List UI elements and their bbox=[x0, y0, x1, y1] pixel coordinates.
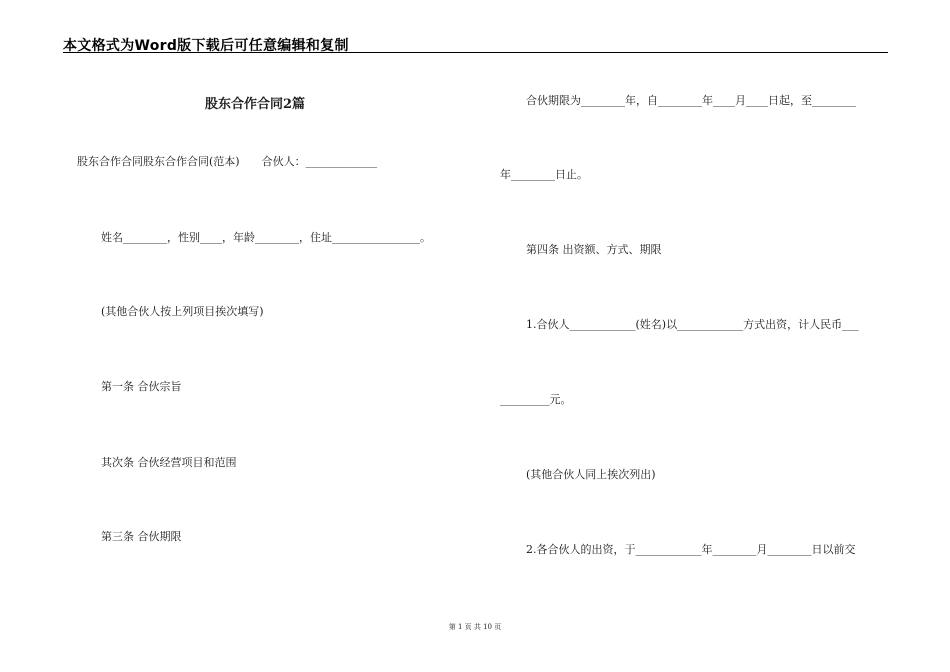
page-number: 第 1 页 共 10 页 bbox=[448, 623, 502, 631]
paragraph: 2.各合伙人的出资，于____________年________月________日以前交 bbox=[526, 543, 856, 556]
paragraph: 股东合作合同股东合作合同(范本) 合伙人：_____________ bbox=[77, 155, 378, 168]
paragraph: 年________日止。 bbox=[500, 168, 588, 181]
section-heading: 第一条 合伙宗旨 bbox=[101, 380, 182, 393]
section-heading: 第四条 出资额、方式、期限 bbox=[526, 243, 662, 256]
paragraph: _________元。 bbox=[500, 393, 572, 406]
paragraph: 姓名________，性别____，年龄________，住址________________。 bbox=[101, 231, 431, 244]
section-heading: 第三条 合伙期限 bbox=[101, 530, 182, 543]
document-title: 股东合作合同2篇 bbox=[205, 97, 306, 112]
section-heading: 其次条 合伙经营项目和范围 bbox=[101, 456, 237, 469]
header-divider bbox=[63, 52, 888, 53]
paragraph: 1.合伙人____________(姓名)以____________方式出资，计人民币___ bbox=[526, 318, 859, 331]
paragraph: (其他合伙人按上列项目挨次填写) bbox=[101, 305, 264, 318]
header-text: 本文格式为Word版下载后可任意编辑和复制 bbox=[63, 38, 349, 54]
paragraph: 合伙期限为________年，自________年____月____日起，至________ bbox=[526, 94, 856, 107]
paragraph: (其他合伙人同上挨次列出) bbox=[526, 468, 656, 481]
